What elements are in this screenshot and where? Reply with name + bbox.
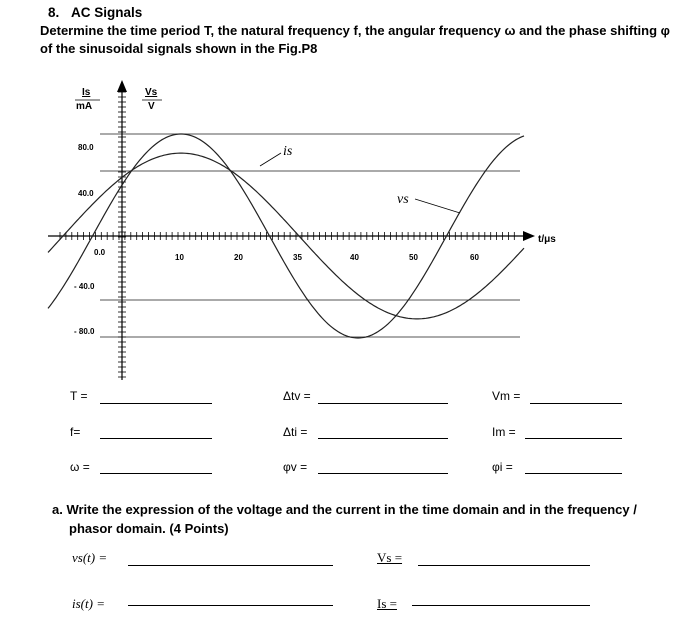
intro-line-1: Determine the time period T, the natural frequency f, the angular frequency ω and the phase shifting φ <box>40 23 670 38</box>
vs-time-blank[interactable] <box>128 565 333 566</box>
figure-p8 <box>0 70 700 390</box>
answer-dti-label: Δti = <box>283 425 308 439</box>
y-tick-label-80: 80.0 <box>78 143 94 152</box>
Vs-phasor-label: Vs = <box>377 550 403 565</box>
curve-label-is: is <box>283 144 293 159</box>
intro-line-2: of the sinusoidal signals shown in the Fig.P8 <box>40 41 318 56</box>
x-tick-label-10: 10 <box>175 253 184 262</box>
x-axis <box>48 231 535 241</box>
answer-phiv-blank[interactable] <box>318 473 448 474</box>
Vs-phasor-blank[interactable] <box>418 565 590 566</box>
x-tick-label-20: 20 <box>234 253 243 262</box>
y-axis <box>117 80 127 380</box>
y-left-unit-num: Is <box>82 87 91 98</box>
answer-f-blank[interactable] <box>100 438 212 439</box>
answer-Vm-label: Vm = <box>492 389 521 403</box>
y-right-unit-den: V <box>148 101 155 112</box>
is-time-blank[interactable] <box>128 605 333 606</box>
answer-T-blank[interactable] <box>100 403 212 404</box>
y-left-unit-den: mA <box>76 101 93 112</box>
answer-phiv-label: φv = <box>283 460 308 474</box>
answer-omega-label: ω = <box>70 460 90 474</box>
y-tick-label-40: 40.0 <box>78 189 94 198</box>
x-axis-arrow <box>523 231 535 241</box>
question-a-line-1: a. Write the expression of the voltage and the current in the time domain and in the frequency / <box>52 502 637 517</box>
is-time-label: is(t) = <box>72 596 105 611</box>
Is-phasor-blank[interactable] <box>412 605 590 606</box>
leader-is <box>260 153 281 166</box>
answer-omega-blank[interactable] <box>100 473 212 474</box>
x-axis-unit: t/μs <box>538 234 556 245</box>
vs-time-label: vs(t) = <box>72 550 108 565</box>
x-tick-label-40: 40 <box>350 253 359 262</box>
y-left-unit <box>75 87 100 112</box>
Is-phasor-label: Is = <box>377 596 397 611</box>
answer-Im-label: Im = <box>492 425 516 439</box>
question-intro <box>40 22 700 58</box>
answer-Vm-blank[interactable] <box>530 403 622 404</box>
x-tick-label-50: 50 <box>409 253 418 262</box>
answer-dtv-blank[interactable] <box>318 403 448 404</box>
answer-f-label: f= <box>70 425 81 439</box>
y-tick-label-minus-40: - 40.0 <box>74 282 95 291</box>
curve-label-vs: vs <box>397 192 409 207</box>
question-a-line-2: phasor domain. (4 Points) <box>69 521 229 536</box>
y-tick-label-0: 0.0 <box>94 248 106 257</box>
y-axis-arrow <box>117 80 127 92</box>
answer-T-label: T = <box>70 389 88 403</box>
y-tick-label-minus-80: - 80.0 <box>74 327 95 336</box>
leader-vs <box>415 199 460 213</box>
y-right-unit <box>142 87 162 112</box>
x-tick-label-35: 35 <box>293 253 302 262</box>
x-tick-label-60: 60 <box>470 253 479 262</box>
question-number: 8. <box>48 5 60 20</box>
answer-Im-blank[interactable] <box>525 438 622 439</box>
question-a <box>52 500 692 538</box>
answer-phii-label: φi = <box>492 460 513 474</box>
question-title: AC Signals <box>71 5 143 20</box>
answer-phii-blank[interactable] <box>525 473 622 474</box>
y-right-unit-num: Vs <box>145 87 158 98</box>
answer-dtv-label: Δtv = <box>283 389 311 403</box>
question-heading <box>48 5 142 20</box>
answer-dti-blank[interactable] <box>318 438 448 439</box>
